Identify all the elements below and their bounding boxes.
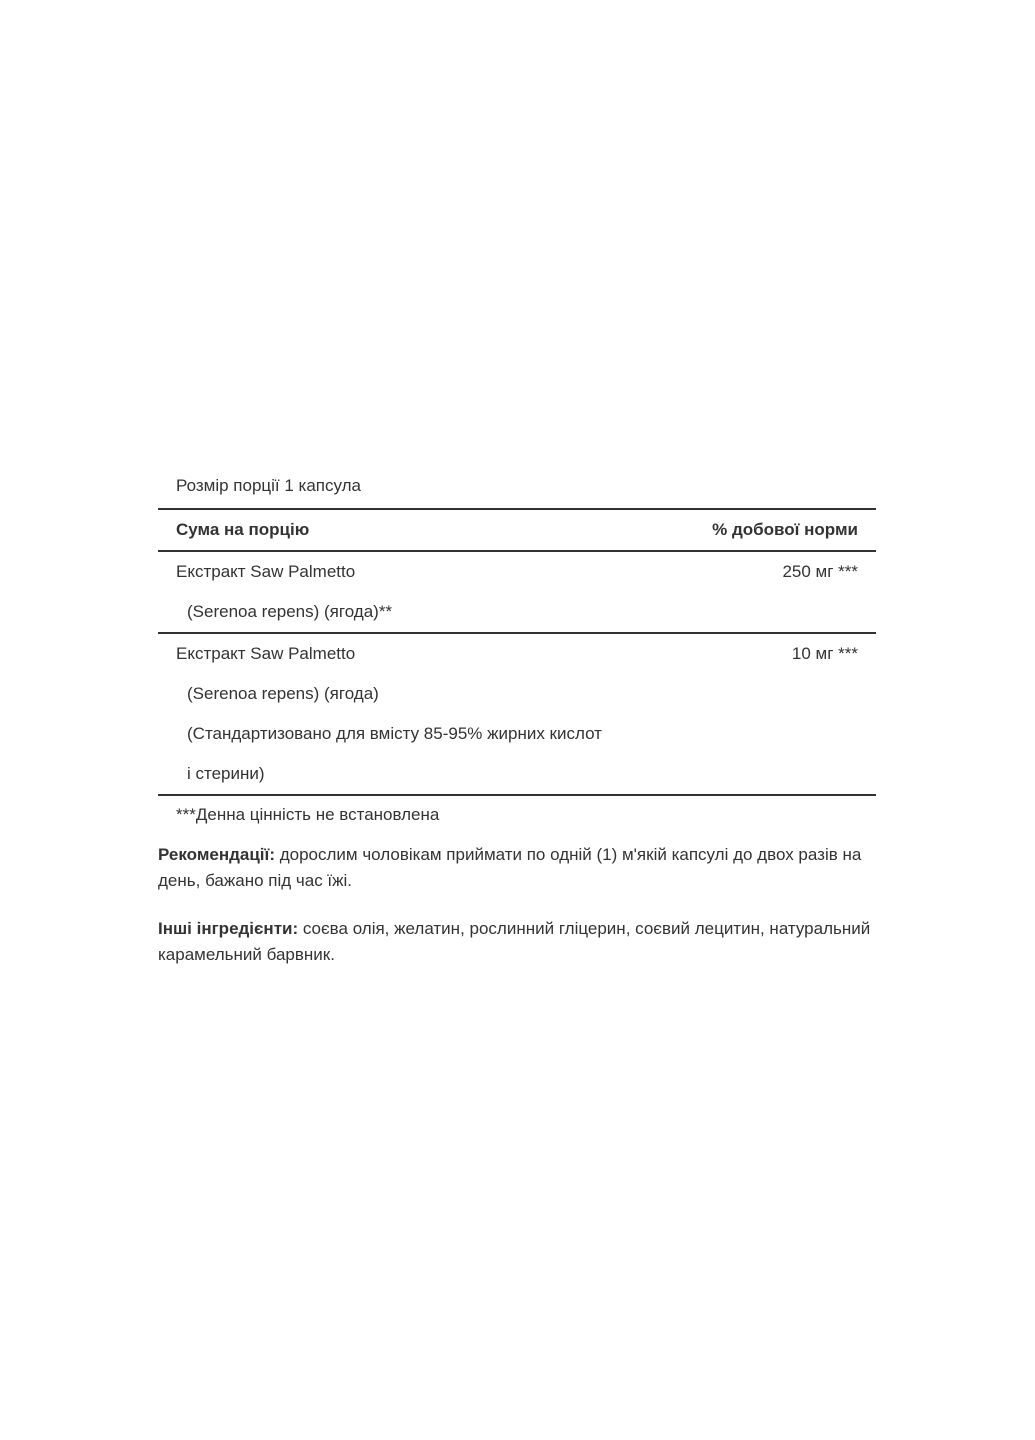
- recommendations-text: дорослим чоловікам приймати по одній (1) м'якій капсулі до двох разів на день, бажано під час їжі.: [158, 845, 862, 890]
- other-ingredients-text: соєва олія, желатин, рослинний гліцерин, соєвий лецитин, натуральний карамельний барвник.: [158, 919, 871, 964]
- amount-per-serving-header: Сума на порцію: [176, 520, 310, 539]
- ingredient-detail: і стерини): [187, 764, 265, 783]
- ingredient-detail: (Serenoa repens) (ягода): [187, 684, 379, 703]
- table-header: [158, 510, 876, 552]
- ingredient-amount: 250 мг ***: [782, 562, 858, 581]
- ingredient-detail: (Serenoa repens) (ягода)**: [187, 602, 393, 621]
- supplement-facts-table: [158, 470, 876, 826]
- recommendations-label: Рекомендації:: [158, 845, 275, 864]
- other-ingredients-label: Інші інгредієнти:: [158, 919, 299, 938]
- ingredient-amount: 10 мг ***: [791, 644, 858, 663]
- ingredient-row: [158, 552, 876, 634]
- daily-value-footnote: ***Денна цінність не встановлена: [176, 805, 440, 824]
- recommendations-paragraph: [158, 842, 878, 894]
- ingredient-detail: (Стандартизовано для вмісту 85-95% жирних кислот: [187, 724, 602, 743]
- serving-size: Розмір порції 1 капсула: [158, 470, 876, 510]
- daily-value-header: % добової норми: [712, 520, 858, 539]
- ingredient-name: Екстракт Saw Palmetto: [176, 644, 356, 663]
- other-ingredients-paragraph: [158, 916, 878, 968]
- ingredient-row: [158, 634, 876, 796]
- ingredient-name: Екстракт Saw Palmetto: [176, 562, 356, 581]
